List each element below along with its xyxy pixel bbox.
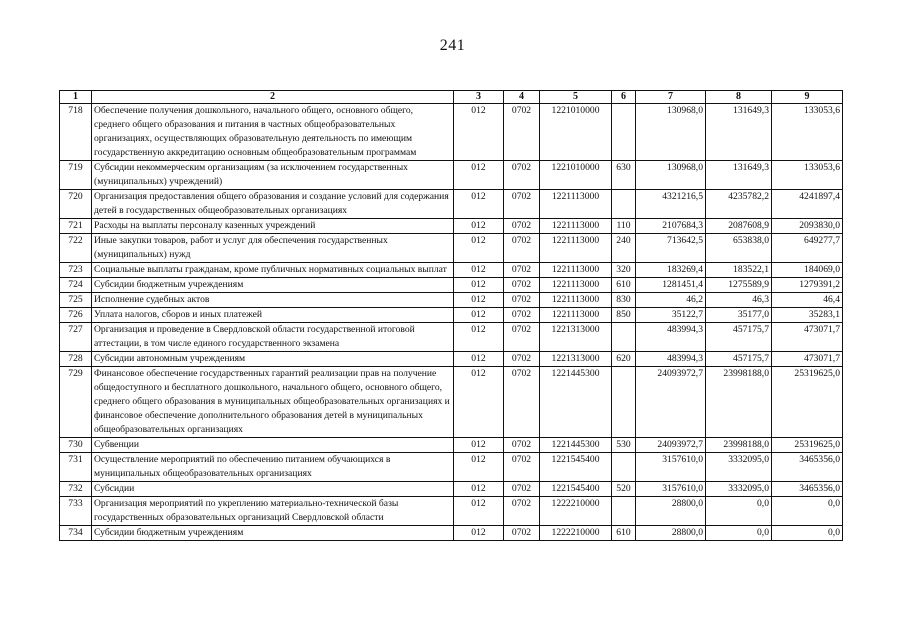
section-code: 0702 [504,293,540,308]
amount-col-8: 457175,7 [706,352,772,367]
row-number: 732 [60,482,92,497]
expense-name: Уплата налогов, сборов и иных платежей [92,308,454,323]
expense-type-code [612,104,636,161]
section-code: 0702 [504,263,540,278]
expense-name: Субсидии некоммерческим организациям (за исключением государственных (муниципальных) учреждений) [92,161,454,190]
ministry-code: 012 [454,234,504,263]
target-article-code: 1221010000 [540,104,612,161]
row-number: 718 [60,104,92,161]
amount-col-9: 3465356,0 [772,453,843,482]
amount-col-8: 131649,3 [706,161,772,190]
ministry-code: 012 [454,278,504,293]
amount-col-7: 28800,0 [636,497,706,526]
amount-col-7: 483994,3 [636,323,706,352]
expense-type-code [612,367,636,438]
expense-type-code [612,323,636,352]
row-number: 728 [60,352,92,367]
section-code: 0702 [504,278,540,293]
ministry-code: 012 [454,453,504,482]
amount-col-9: 184069,0 [772,263,843,278]
header-row [60,91,843,104]
amount-col-8: 457175,7 [706,323,772,352]
table-row [60,278,843,293]
target-article-code: 1222210000 [540,526,612,541]
table-row [60,263,843,278]
page-number: 241 [439,37,466,54]
amount-col-9: 133053,6 [772,104,843,161]
amount-col-8: 0,0 [706,497,772,526]
amount-col-7: 483994,3 [636,352,706,367]
amount-col-9: 649277,7 [772,234,843,263]
expense-name: Субсидии [92,482,454,497]
amount-col-7: 4321216,5 [636,190,706,219]
ministry-code: 012 [454,482,504,497]
section-code: 0702 [504,352,540,367]
amount-col-8: 3332095,0 [706,453,772,482]
expense-type-code [612,190,636,219]
column-header: 2 [92,91,454,104]
amount-col-7: 28800,0 [636,526,706,541]
amount-col-9: 3465356,0 [772,482,843,497]
expense-type-code: 830 [612,293,636,308]
amount-col-8: 3332095,0 [706,482,772,497]
section-code: 0702 [504,161,540,190]
amount-col-7: 130968,0 [636,104,706,161]
amount-col-7: 3157610,0 [636,482,706,497]
amount-col-8: 35177,0 [706,308,772,323]
expense-name: Обеспечение получения дошкольного, начального общего, основного общего, среднего общего образования и питания в частных общеобразовательных организациях, осуществляющих образовательную деятельность по имеющим государственную аккредитацию основным общеобразовательным программам [92,104,454,161]
target-article-code: 1221113000 [540,278,612,293]
target-article-code: 1222210000 [540,497,612,526]
table-row [60,323,843,352]
amount-col-7: 130968,0 [636,161,706,190]
expense-name: Социальные выплаты гражданам, кроме публичных нормативных социальных выплат [92,263,454,278]
column-header: 6 [612,91,636,104]
ministry-code: 012 [454,323,504,352]
amount-col-7: 46,2 [636,293,706,308]
amount-col-7: 713642,5 [636,234,706,263]
amount-col-9: 473071,7 [772,352,843,367]
target-article-code: 1221113000 [540,219,612,234]
amount-col-8: 46,3 [706,293,772,308]
amount-col-9: 1279391,2 [772,278,843,293]
section-code: 0702 [504,234,540,263]
ministry-code: 012 [454,161,504,190]
amount-col-9: 473071,7 [772,323,843,352]
amount-col-7: 1281451,4 [636,278,706,293]
row-number: 719 [60,161,92,190]
amount-col-8: 2087608,9 [706,219,772,234]
row-number: 721 [60,219,92,234]
amount-col-8: 183522,1 [706,263,772,278]
table-row [60,104,843,161]
expense-type-code: 520 [612,482,636,497]
row-number: 726 [60,308,92,323]
column-header: 7 [636,91,706,104]
budget-table [59,90,843,541]
table-row [60,438,843,453]
table-row [60,234,843,263]
ministry-code: 012 [454,367,504,438]
section-code: 0702 [504,526,540,541]
section-code: 0702 [504,453,540,482]
expense-name: Субсидии автономным учреждениям [92,352,454,367]
expense-name: Осуществление мероприятий по обеспечению питанием обучающихся в муниципальных общеобразовательных организациях [92,453,454,482]
row-number: 731 [60,453,92,482]
column-header: 9 [772,91,843,104]
expense-type-code: 320 [612,263,636,278]
amount-col-8: 23998188,0 [706,438,772,453]
target-article-code: 1221545400 [540,453,612,482]
section-code: 0702 [504,323,540,352]
expense-name: Иные закупки товаров, работ и услуг для обеспечения государственных (муниципальных) нужд [92,234,454,263]
amount-col-9: 4241897,4 [772,190,843,219]
expense-name: Субвенции [92,438,454,453]
amount-col-7: 35122,7 [636,308,706,323]
table-row [60,526,843,541]
amount-col-9: 0,0 [772,526,843,541]
amount-col-9: 2093830,0 [772,219,843,234]
column-header: 1 [60,91,92,104]
amount-col-9: 25319625,0 [772,438,843,453]
expense-type-code: 610 [612,526,636,541]
target-article-code: 1221113000 [540,263,612,278]
section-code: 0702 [504,482,540,497]
amount-col-7: 24093972,7 [636,367,706,438]
row-number: 727 [60,323,92,352]
table-row [60,308,843,323]
amount-col-7: 2107684,3 [636,219,706,234]
expense-name: Организация и проведение в Свердловской области государственной итоговой аттестации, в том числе единого государственного экзамена [92,323,454,352]
expense-type-code: 610 [612,278,636,293]
column-header: 3 [454,91,504,104]
amount-col-7: 24093972,7 [636,438,706,453]
row-number: 734 [60,526,92,541]
ministry-code: 012 [454,219,504,234]
expense-name: Исполнение судебных актов [92,293,454,308]
ministry-code: 012 [454,352,504,367]
expense-type-code: 630 [612,161,636,190]
target-article-code: 1221313000 [540,323,612,352]
expense-type-code: 620 [612,352,636,367]
row-number: 730 [60,438,92,453]
expense-name: Организация предоставления общего образования и создание условий для содержания детей в государственных общеобразовательных организациях [92,190,454,219]
section-code: 0702 [504,367,540,438]
section-code: 0702 [504,219,540,234]
expense-name: Субсидии бюджетным учреждениям [92,526,454,541]
section-code: 0702 [504,104,540,161]
amount-col-8: 0,0 [706,526,772,541]
expense-name: Расходы на выплаты персоналу казенных учреждений [92,219,454,234]
expense-type-code: 850 [612,308,636,323]
section-code: 0702 [504,190,540,219]
ministry-code: 012 [454,104,504,161]
ministry-code: 012 [454,438,504,453]
column-header: 8 [706,91,772,104]
target-article-code: 1221113000 [540,234,612,263]
table-row [60,453,843,482]
row-number: 729 [60,367,92,438]
table-row [60,161,843,190]
amount-col-9: 0,0 [772,497,843,526]
row-number: 733 [60,497,92,526]
target-article-code: 1221545400 [540,482,612,497]
amount-col-8: 4235782,2 [706,190,772,219]
ministry-code: 012 [454,190,504,219]
table-row [60,190,843,219]
column-header: 4 [504,91,540,104]
ministry-code: 012 [454,526,504,541]
column-header: 5 [540,91,612,104]
target-article-code: 1221113000 [540,308,612,323]
table-row [60,219,843,234]
amount-col-8: 131649,3 [706,104,772,161]
amount-col-7: 3157610,0 [636,453,706,482]
amount-col-7: 183269,4 [636,263,706,278]
section-code: 0702 [504,438,540,453]
row-number: 725 [60,293,92,308]
table-row [60,293,843,308]
row-number: 724 [60,278,92,293]
ministry-code: 012 [454,263,504,278]
ministry-code: 012 [454,497,504,526]
table-row [60,482,843,497]
row-number: 720 [60,190,92,219]
expense-type-code [612,453,636,482]
table-row [60,497,843,526]
expense-name: Организация мероприятий по укреплению материально-технической базы государственных образовательных организаций Свердловской области [92,497,454,526]
expense-name: Субсидии бюджетным учреждениям [92,278,454,293]
amount-col-8: 653838,0 [706,234,772,263]
target-article-code: 1221010000 [540,161,612,190]
amount-col-9: 133053,6 [772,161,843,190]
ministry-code: 012 [454,308,504,323]
expense-type-code: 530 [612,438,636,453]
amount-col-9: 46,4 [772,293,843,308]
expense-name: Финансовое обеспечение государственных гарантий реализации прав на получение общедоступного и бесплатного дошкольного, начального общего, основного общего, среднего общего образования в муниципальных общеобразовательных организациях и финансовое обеспечение дополнительного образования детей в муниципальных общеобразовательных организациях [92,367,454,438]
expense-type-code: 240 [612,234,636,263]
amount-col-9: 35283,1 [772,308,843,323]
row-number: 723 [60,263,92,278]
target-article-code: 1221113000 [540,293,612,308]
target-article-code: 1221445300 [540,367,612,438]
table-row [60,367,843,438]
ministry-code: 012 [454,293,504,308]
expense-type-code: 110 [612,219,636,234]
target-article-code: 1221445300 [540,438,612,453]
amount-col-9: 25319625,0 [772,367,843,438]
table-row [60,352,843,367]
amount-col-8: 23998188,0 [706,367,772,438]
expense-type-code [612,497,636,526]
section-code: 0702 [504,308,540,323]
target-article-code: 1221113000 [540,190,612,219]
amount-col-8: 1275589,9 [706,278,772,293]
table-body [60,104,843,541]
target-article-code: 1221313000 [540,352,612,367]
row-number: 722 [60,234,92,263]
section-code: 0702 [504,497,540,526]
